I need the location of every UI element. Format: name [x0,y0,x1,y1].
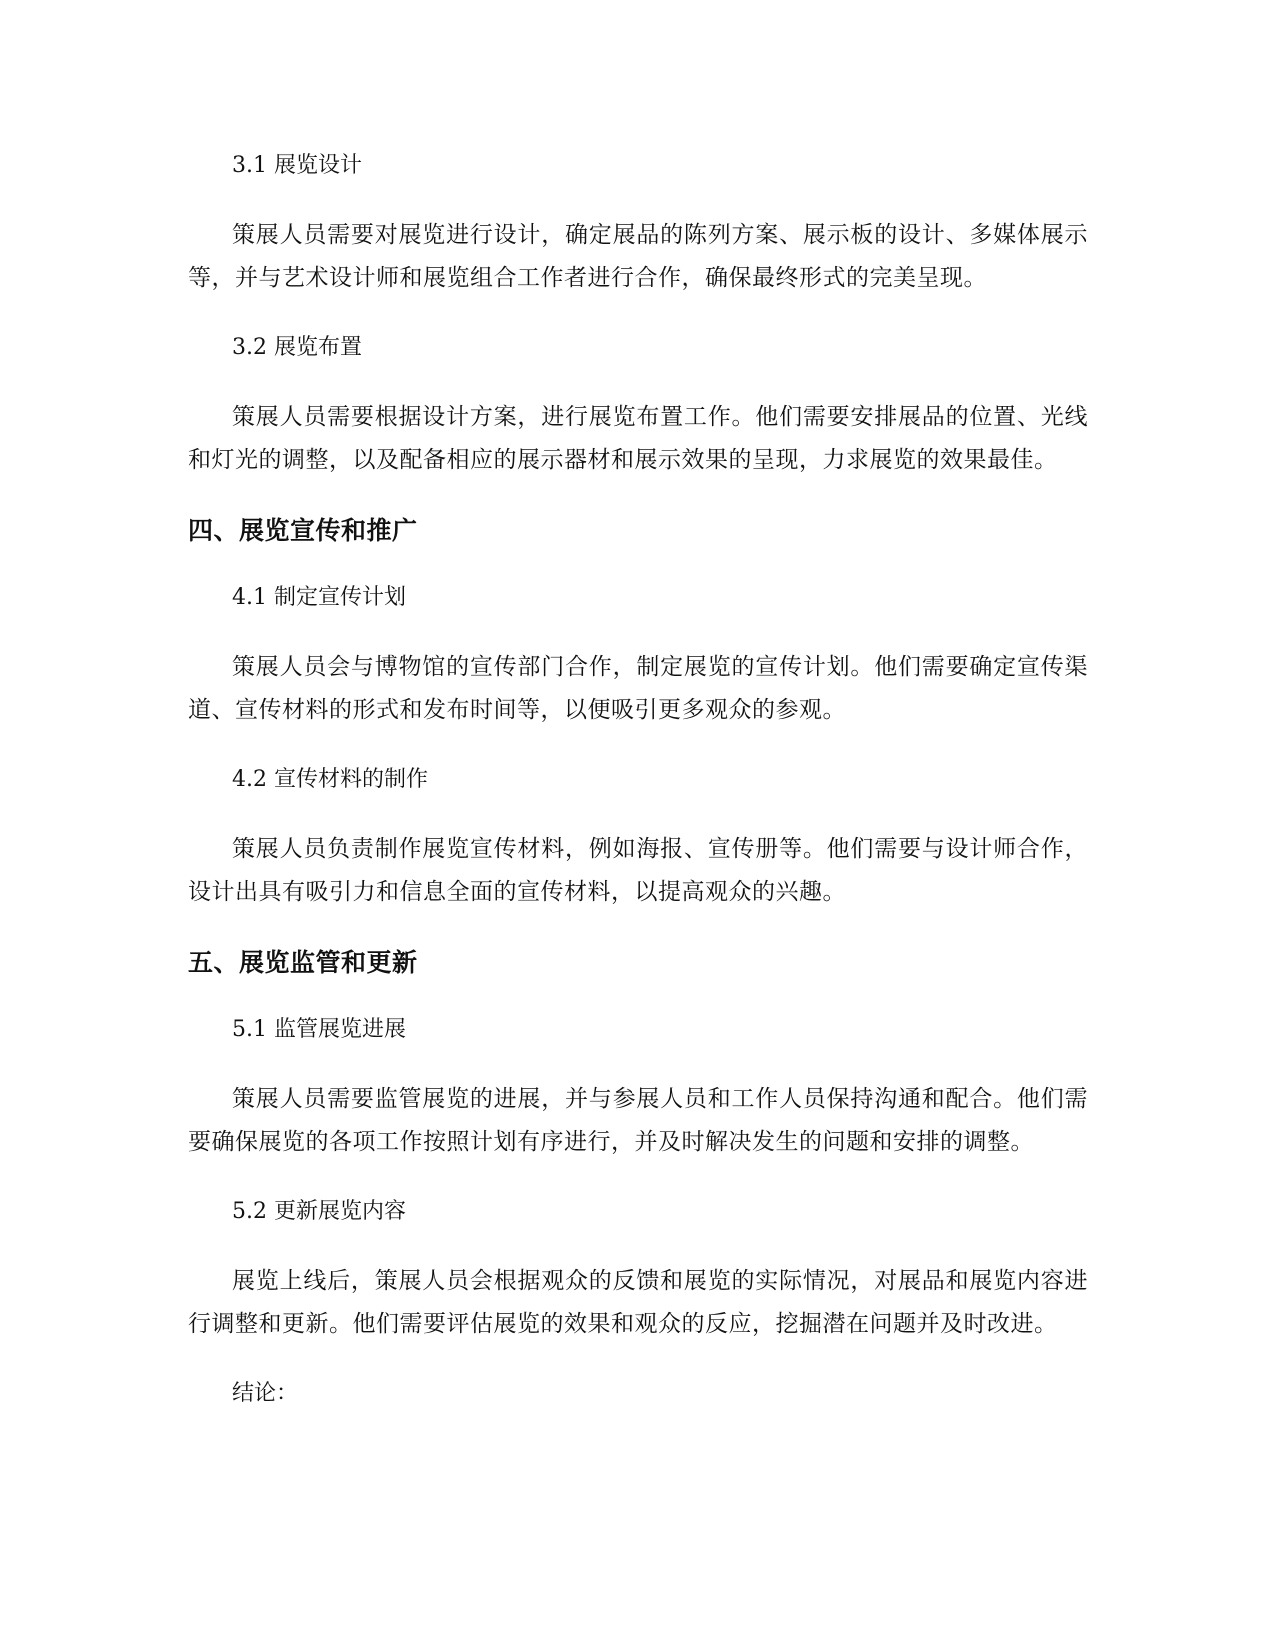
subheading-3-2: 3.2 展览布置 [232,335,362,360]
subheading-4-1: 4.1 制定宣传计划 [232,585,406,610]
paragraph-promotion-plan: 策展人员会与博物馆的宣传部门合作，制定展览的宣传计划。他们需要确定宣传渠道、宣传材料的形式和发布时间等，以便吸引更多观众的参观。 [188,654,1088,723]
document-body [188,145,1088,1442]
subheading-conclusion: 结论： [232,1381,299,1406]
subheading-5-2: 5.2 更新展览内容 [232,1199,406,1224]
paragraph-content-update: 展览上线后，策展人员会根据观众的反馈和展览的实际情况，对展品和展览内容进行调整和更新。他们需要评估展览的效果和观众的反应，挖掘潜在问题并及时改进。 [188,1268,1088,1337]
section-title-4: 四、展览宣传和推广 [188,516,418,545]
paragraph-exhibition-layout: 策展人员需要根据设计方案，进行展览布置工作。他们需要安排展品的位置、光线和灯光的调整，以及配备相应的展示器材和展示效果的呈现，力求展览的效果最佳。 [188,404,1088,473]
paragraph-promotion-materials: 策展人员负责制作展览宣传材料，例如海报、宣传册等。他们需要与设计师合作，设计出具有吸引力和信息全面的宣传材料，以提高观众的兴趣。 [188,836,1088,905]
section-title-5: 五、展览监管和更新 [188,948,418,977]
paragraph-supervision: 策展人员需要监管展览的进展，并与参展人员和工作人员保持沟通和配合。他们需要确保展览的各项工作按照计划有序进行，并及时解决发生的问题和安排的调整。 [188,1086,1088,1155]
paragraph-exhibition-design: 策展人员需要对展览进行设计，确定展品的陈列方案、展示板的设计、多媒体展示等，并与艺术设计师和展览组合工作者进行合作，确保最终形式的完美呈现。 [188,222,1088,291]
subheading-4-2: 4.2 宣传材料的制作 [232,767,428,792]
subheading-5-1: 5.1 监管展览进展 [232,1017,406,1042]
subheading-3-1: 3.1 展览设计 [232,153,362,178]
